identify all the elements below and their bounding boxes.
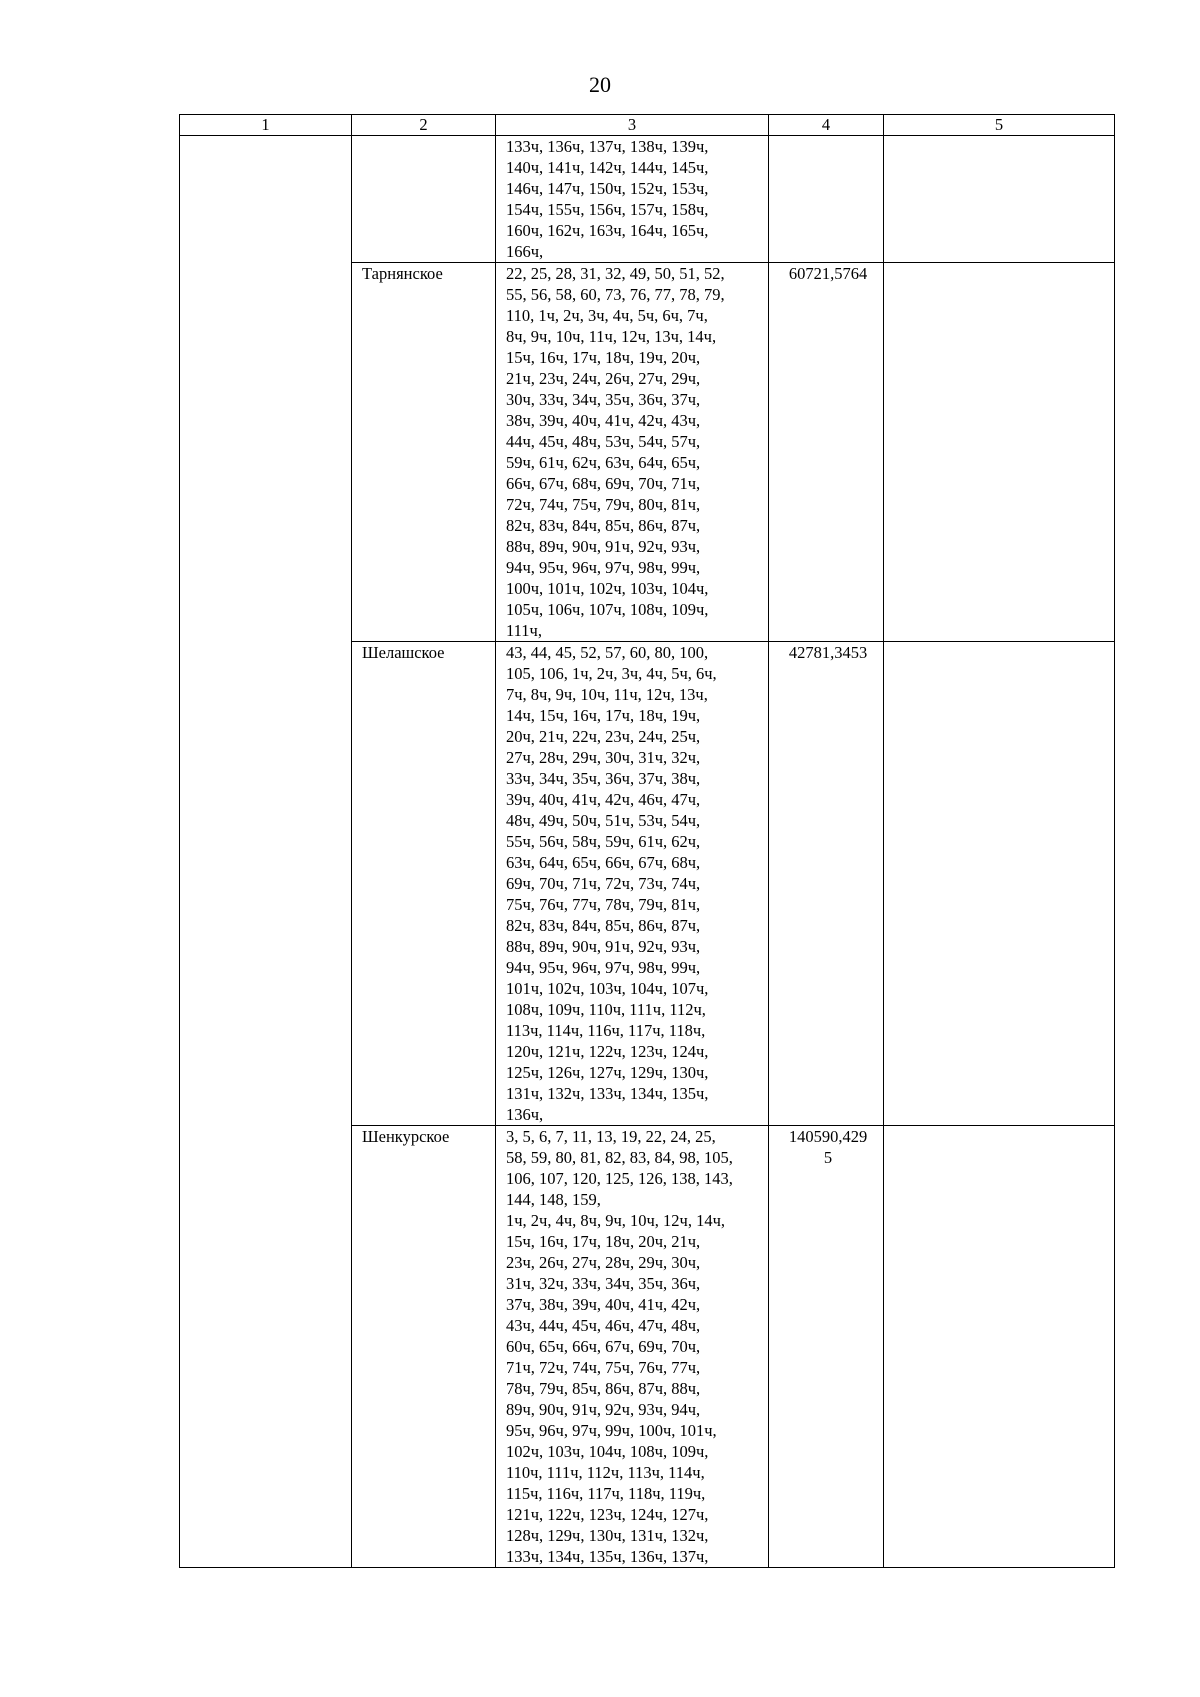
column-5-cell bbox=[884, 1126, 1115, 1568]
page-number: 20 bbox=[589, 72, 611, 97]
header-col-4: 4 bbox=[769, 115, 884, 136]
district-forestry-cell: Шенкурское bbox=[352, 1126, 496, 1568]
area-cell: 60721,5764 bbox=[769, 263, 884, 642]
column-1-cell bbox=[180, 136, 352, 1568]
district-forestry-cell bbox=[352, 136, 496, 263]
quarters-list-cell: 22, 25, 28, 31, 32, 49, 50, 51, 52, 55, 56, 58, 60, 73, 76, 77, 78, 79, 110, 1ч, 2ч, 3ч, 4ч, 5ч, 6ч, 7ч, 8ч, 9ч, 10ч, 11ч, 12ч, 13ч, 14ч, 15ч, 16ч, 17ч, 18ч, 19ч, 20ч, 21ч, 23ч, 24ч, 26ч, 27ч, 29ч, 30ч, 33ч, 34ч, 35ч, 36ч, 37ч, 38ч, 39ч, 40ч, 41ч, 42ч, 43ч, 44ч, 45ч, 48ч, 53ч, 54ч, 57ч, 59ч, 61ч, 62ч, 63ч, 64ч, 65ч, 66ч, 67ч, 68ч, 69ч, 70ч, 71ч, 72ч, 74ч, 75ч, 79ч, 80ч, 81ч, 82ч, 83ч, 84ч, 85ч, 86ч, 87ч, 88ч, 89ч, 90ч, 91ч, 92ч, 93ч, 94ч, 95ч, 96ч, 97ч, 98ч, 99ч, 100ч, 101ч, 102ч, 103ч, 104ч, 105ч, 106ч, 107ч, 108ч, 109ч, 111ч, bbox=[496, 263, 769, 642]
column-5-cell bbox=[884, 642, 1115, 1126]
forestry-register-table bbox=[179, 114, 1115, 1568]
quarters-list-cell: 3, 5, 6, 7, 11, 13, 19, 22, 24, 25, 58, 59, 80, 81, 82, 83, 84, 98, 105, 106, 107, 120, 125, 126, 138, 143, 144, 148, 159, 1ч, 2ч, 4ч, 8ч, 9ч, 10ч, 12ч, 14ч, 15ч, 16ч, 17ч, 18ч, 20ч, 21ч, 23ч, 26ч, 27ч, 28ч, 29ч, 30ч, 31ч, 32ч, 33ч, 34ч, 35ч, 36ч, 37ч, 38ч, 39ч, 40ч, 41ч, 42ч, 43ч, 44ч, 45ч, 46ч, 47ч, 48ч, 60ч, 65ч, 66ч, 67ч, 69ч, 70ч, 71ч, 72ч, 74ч, 75ч, 76ч, 77ч, 78ч, 79ч, 85ч, 86ч, 87ч, 88ч, 89ч, 90ч, 91ч, 92ч, 93ч, 94ч, 95ч, 96ч, 97ч, 99ч, 100ч, 101ч, 102ч, 103ч, 104ч, 108ч, 109ч, 110ч, 111ч, 112ч, 113ч, 114ч, 115ч, 116ч, 117ч, 118ч, 119ч, 121ч, 122ч, 123ч, 124ч, 127ч, 128ч, 129ч, 130ч, 131ч, 132ч, 133ч, 134ч, 135ч, 136ч, 137ч, bbox=[496, 1126, 769, 1568]
area-cell bbox=[769, 136, 884, 263]
header-col-2: 2 bbox=[352, 115, 496, 136]
header-col-5: 5 bbox=[884, 115, 1115, 136]
area-cell: 42781,3453 bbox=[769, 642, 884, 1126]
column-5-cell bbox=[884, 136, 1115, 263]
district-forestry-cell: Тарнянское bbox=[352, 263, 496, 642]
header-col-3: 3 bbox=[496, 115, 769, 136]
quarters-list-cell: 43, 44, 45, 52, 57, 60, 80, 100, 105, 106, 1ч, 2ч, 3ч, 4ч, 5ч, 6ч, 7ч, 8ч, 9ч, 10ч, 11ч, 12ч, 13ч, 14ч, 15ч, 16ч, 17ч, 18ч, 19ч, 20ч, 21ч, 22ч, 23ч, 24ч, 25ч, 27ч, 28ч, 29ч, 30ч, 31ч, 32ч, 33ч, 34ч, 35ч, 36ч, 37ч, 38ч, 39ч, 40ч, 41ч, 42ч, 46ч, 47ч, 48ч, 49ч, 50ч, 51ч, 53ч, 54ч, 55ч, 56ч, 58ч, 59ч, 61ч, 62ч, 63ч, 64ч, 65ч, 66ч, 67ч, 68ч, 69ч, 70ч, 71ч, 72ч, 73ч, 74ч, 75ч, 76ч, 77ч, 78ч, 79ч, 81ч, 82ч, 83ч, 84ч, 85ч, 86ч, 87ч, 88ч, 89ч, 90ч, 91ч, 92ч, 93ч, 94ч, 95ч, 96ч, 97ч, 98ч, 99ч, 101ч, 102ч, 103ч, 104ч, 107ч, 108ч, 109ч, 110ч, 111ч, 112ч, 113ч, 114ч, 116ч, 117ч, 118ч, 120ч, 121ч, 122ч, 123ч, 124ч, 125ч, 126ч, 127ч, 129ч, 130ч, 131ч, 132ч, 133ч, 134ч, 135ч, 136ч, bbox=[496, 642, 769, 1126]
table-row bbox=[180, 136, 1115, 263]
header-col-1: 1 bbox=[180, 115, 352, 136]
header-row bbox=[180, 115, 1115, 136]
quarters-list-cell: 133ч, 136ч, 137ч, 138ч, 139ч, 140ч, 141ч, 142ч, 144ч, 145ч, 146ч, 147ч, 150ч, 152ч, 153ч, 154ч, 155ч, 156ч, 157ч, 158ч, 160ч, 162ч, 163ч, 164ч, 165ч, 166ч, bbox=[496, 136, 769, 263]
district-forestry-cell: Шелашское bbox=[352, 642, 496, 1126]
area-cell: 140590,429 5 bbox=[769, 1126, 884, 1568]
column-5-cell bbox=[884, 263, 1115, 642]
